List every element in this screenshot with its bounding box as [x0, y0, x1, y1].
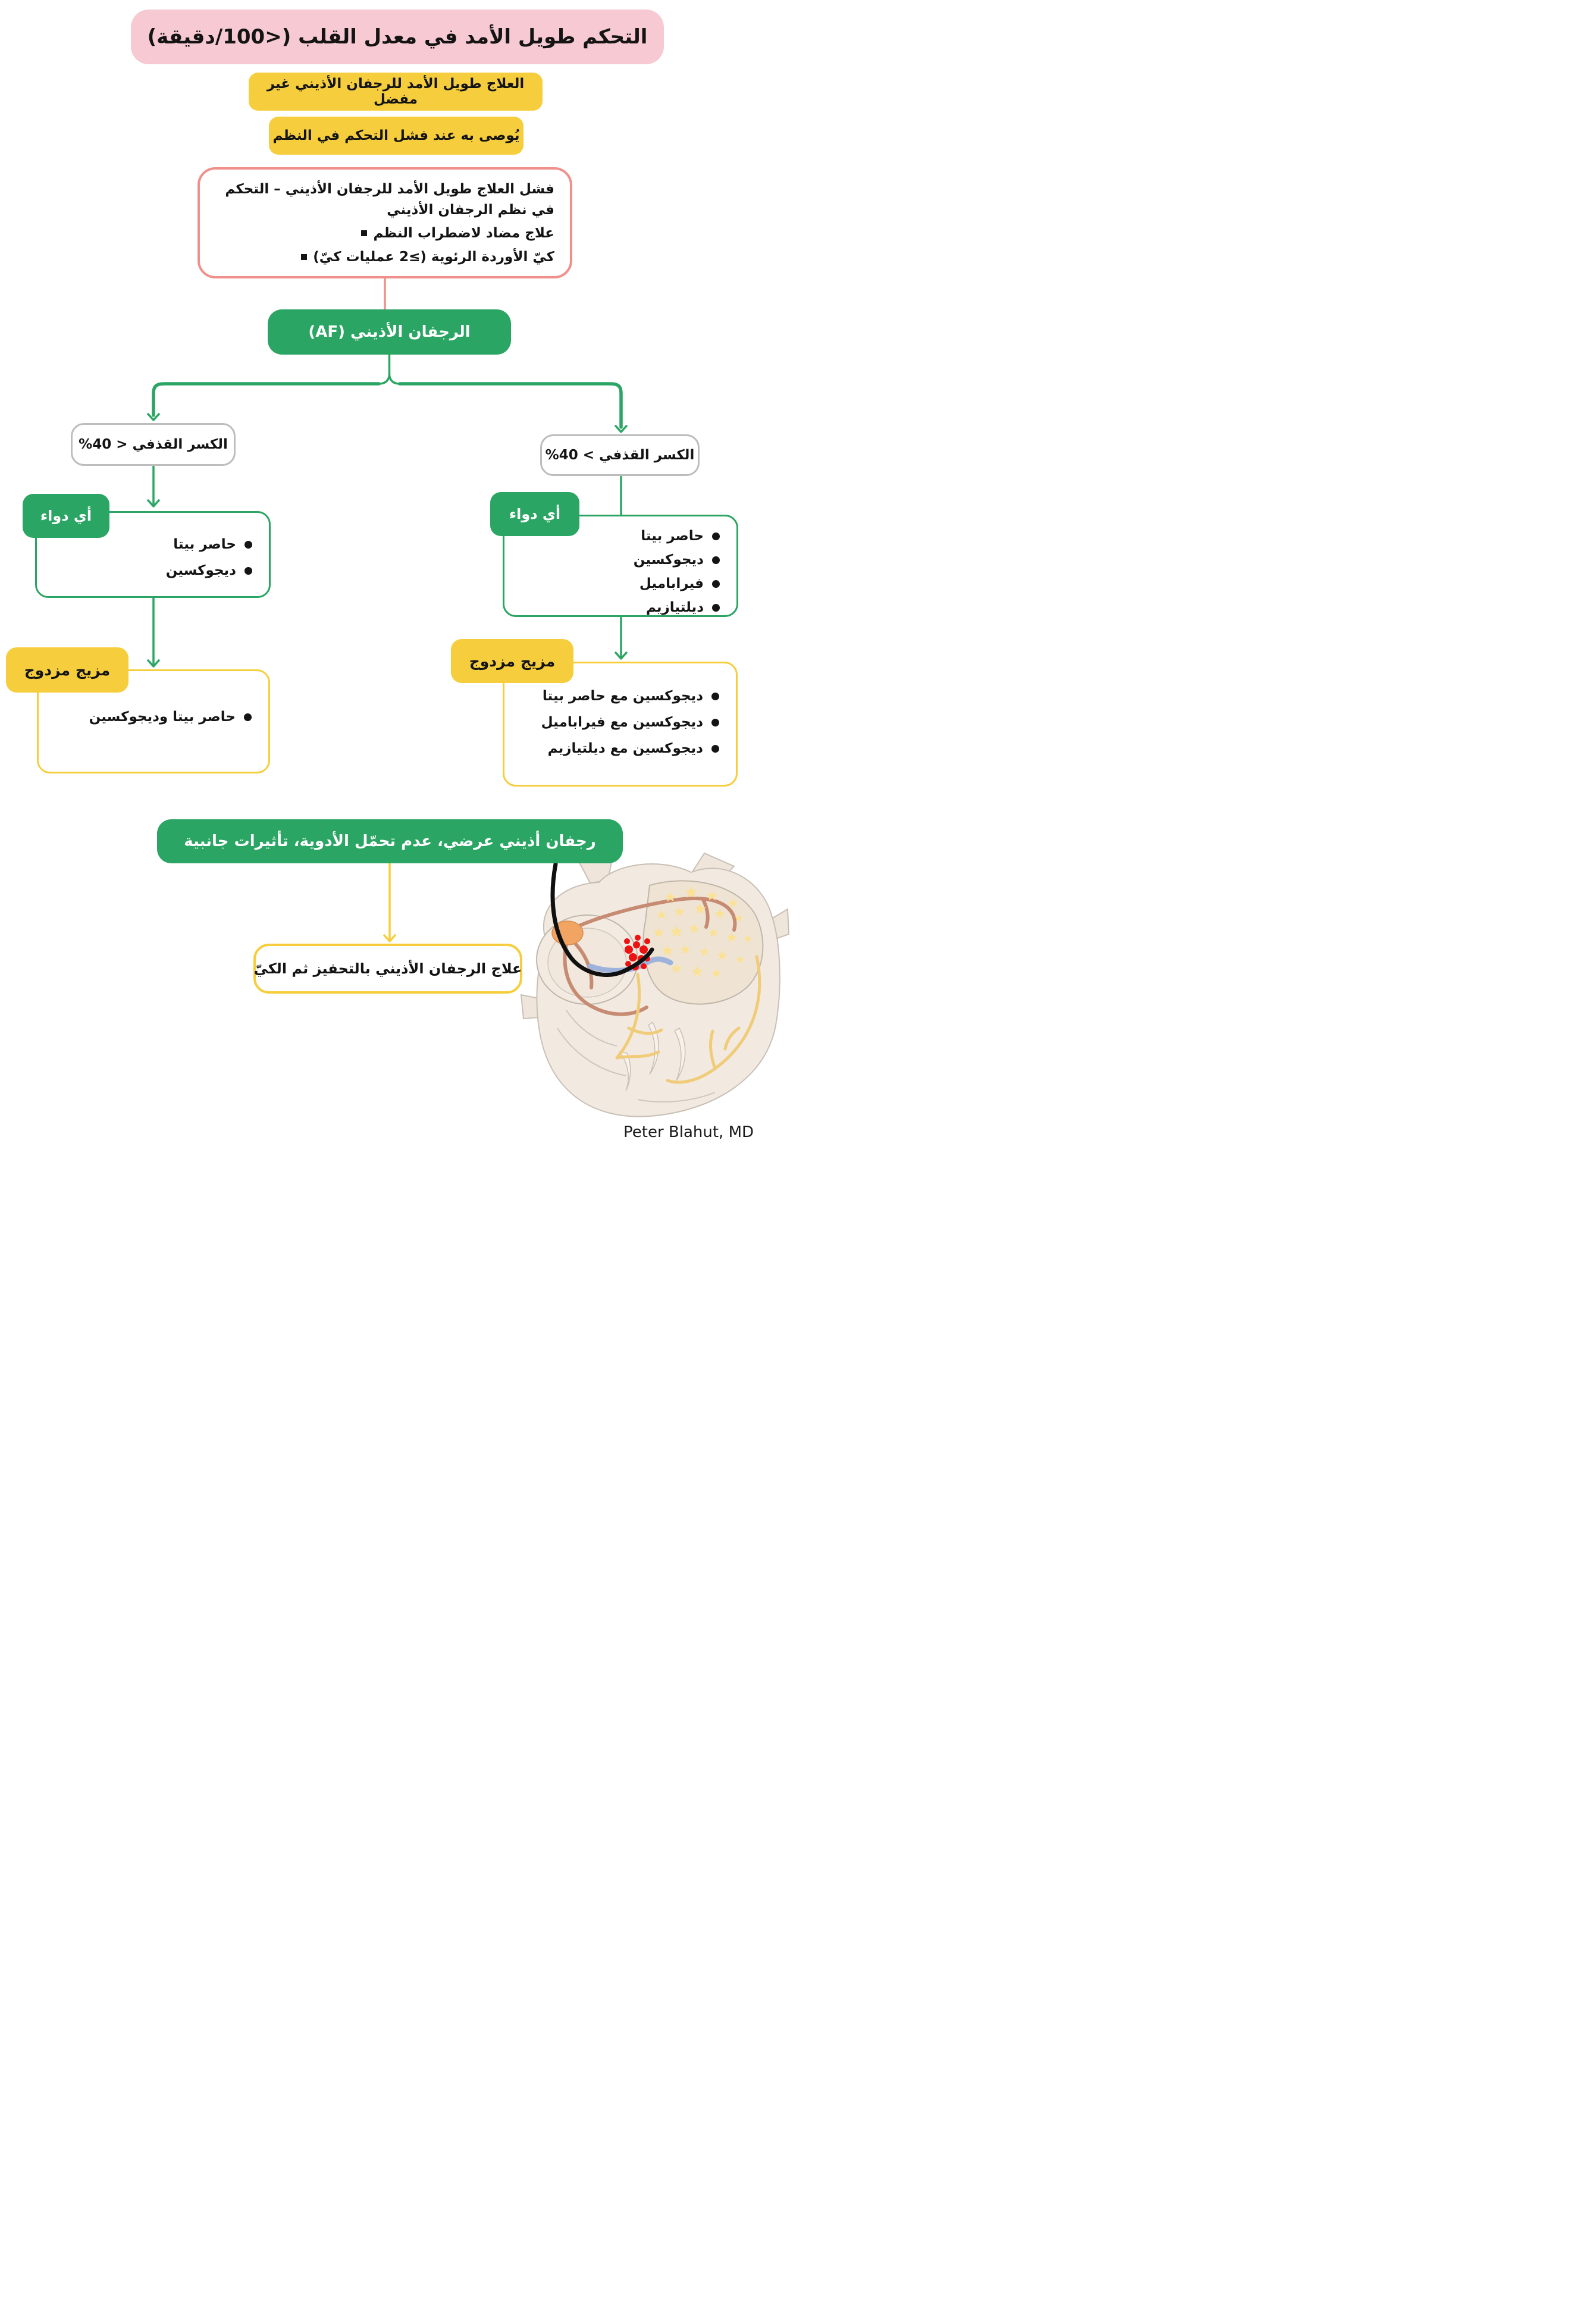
round-bullet-icon: [712, 580, 720, 588]
any-drug-tag-right: أي دواء: [490, 492, 579, 536]
drug-item: ديجوكسين: [634, 552, 720, 568]
drug-item: ديلتيازيم: [634, 600, 720, 615]
heart-illustration: [501, 850, 790, 1129]
round-bullet-icon: [712, 604, 720, 612]
drug-item: حاصر بيتا: [634, 528, 720, 544]
round-bullet-icon: [711, 719, 719, 726]
branch-split-connector: [148, 355, 626, 432]
any-drug-tag-left: أي دواء: [23, 494, 109, 538]
condition-ef-above-40: الكسر القذفي > 40%: [540, 434, 700, 476]
combo-item: ديجوكسين مع حاصر بيتا: [541, 688, 719, 704]
failure-bullet-pv-ablation: كيّ الأوردة الرئوية (≥2 عمليات كيّ): [212, 247, 554, 268]
round-bullet-icon: [712, 533, 720, 540]
symptomatic-af-box: رجفان أذيني عرضي، عدم تحمّل الأدوية، تأثيرات جانبية: [157, 819, 623, 863]
round-bullet-icon: [244, 567, 252, 575]
note-recommended-on-rhythm-failure: يُوصى به عند فشل التحكم في النظم: [269, 117, 523, 155]
combo-item: ديجوكسين مع فيراباميل: [541, 715, 719, 730]
condition-ef-below-40: الكسر القذفي < 40%: [71, 423, 236, 466]
round-bullet-icon: [712, 556, 720, 564]
rhythm-control-failure-box: [198, 167, 572, 278]
arrow-to-combo-right-icon: [616, 617, 626, 659]
drug-item: فيراباميل: [634, 576, 720, 591]
author-signature: Peter Blahut, MD: [623, 1123, 754, 1141]
page-title: التحكم طويل الأمد في معدل القلب (<100/دقيقة): [131, 10, 664, 64]
flowchart-page: [0, 0, 790, 1162]
combo-item: حاصر بيتا وديجوكسين: [89, 709, 252, 725]
drug-item: حاصر بيتا: [166, 537, 252, 552]
dual-combo-tag-left: مزيج مزدوج: [6, 647, 128, 693]
round-bullet-icon: [711, 745, 719, 753]
square-bullet-icon: [361, 230, 367, 236]
note-long-term-not-preferred: العلاج طويل الأمد للرجفان الأذيني غير مفضل: [249, 73, 543, 111]
arrow-to-drugs-left-icon: [148, 466, 159, 506]
round-bullet-icon: [244, 713, 252, 721]
failure-bullet-antiarrhythmic: علاج مضاد لاضطراب النظم: [212, 223, 554, 244]
combo-item: ديجوكسين مع ديلتيازيم: [541, 741, 719, 756]
pace-and-ablate-box: علاج الرجفان الأذيني بالتحفيز ثم الكيّ: [253, 944, 522, 994]
arrow-to-combo-left-icon: [148, 598, 159, 666]
round-bullet-icon: [711, 693, 719, 700]
af-node: الرجفان الأذيني (AF): [268, 309, 511, 355]
arrow-down-right-icon: [616, 426, 626, 432]
square-bullet-icon: [301, 254, 307, 260]
round-bullet-icon: [244, 541, 252, 549]
drug-item: ديجوكسين: [166, 563, 252, 578]
dual-combo-tag-right: مزيج مزدوج: [451, 639, 573, 683]
arrow-down-left-icon: [148, 414, 159, 420]
failure-box-intro: فشل العلاج طويل الأمد للرجفان الأذيني – التحكم في نظم الرجفان الأذيني: [225, 181, 554, 218]
arrow-yellow-down-icon: [384, 863, 395, 941]
